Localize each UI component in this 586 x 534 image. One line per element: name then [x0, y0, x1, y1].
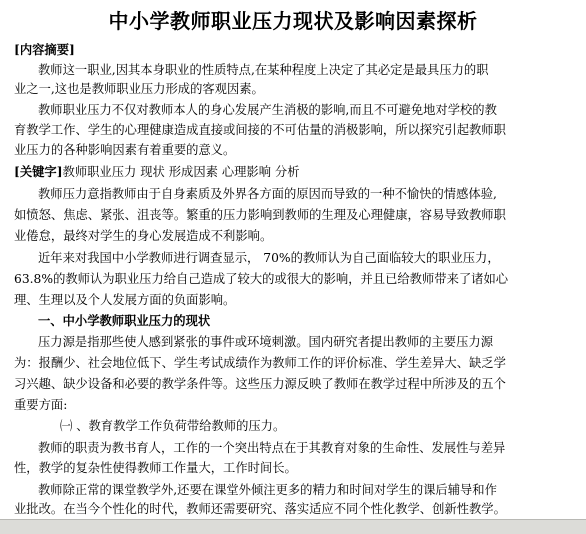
window-bottom-bar: [0, 519, 586, 534]
para4-line1: 教师的职责为教书育人，工作的一个突出特点在于其教育对象的生命性、发展性与差异: [38, 441, 506, 455]
para1-line1: 教师压力意指教师由于自身素质及外界各方面的原因而导致的一种不愉快的情感体验,: [38, 187, 497, 201]
para4-line2: 性，教学的复杂性使得教师工作量大，工作时间长。: [14, 461, 297, 475]
abstract-p2-line1: 教师职业压力不仅对教师本人的身心发展产生消极的影响,而且不可避免地对学校的教: [38, 103, 497, 117]
para3-line3: 习兴趣、缺少设备和必要的教学条件等。这些压力源反映了教师在教学过程中所涉及的五个: [14, 377, 506, 391]
para3-line1: 压力源是指那些使人感到紧张的事件或环境刺激。国内研究者提出教师的主要压力源: [38, 335, 493, 349]
document-title: 中小学教师职业压力现状及影响因素探析: [108, 9, 478, 33]
para1-line3: 业倦怠，最终对学生的身心发展造成不利影响。: [14, 229, 273, 243]
para2-line1: 近年来对我国中小学教师进行调查显示， 70%的教师认为自己面临较大的职业压力，: [38, 251, 500, 265]
para3-line4: 重要方面:: [14, 398, 68, 412]
abstract-p1-line2: 业之一,这也是教师职业压力形成的客观因素。: [14, 82, 264, 96]
para2-line2: 63.8%的教师认为职业压力给自己造成了较大的或很大的影响，并且已给教师带来了诸如心: [14, 272, 509, 286]
para5-line2: 业批改。在当今个性化的时代，教师还需要研究、落实适应不同个性化教学、创新性教学。: [14, 502, 506, 516]
abstract-p1-line1: 教师这一职业,因其本身职业的性质特点,在某种程度上决定了其必定是最具压力的职: [38, 63, 489, 77]
para1-line2: 如愤怒、焦虑、紧张、沮丧等。繁重的压力影响到教师的生理及心理健康，容易导致教师职: [14, 208, 506, 222]
para2-line3: 理、生理以及个人发展方面的负面影响。: [14, 293, 236, 307]
keywords-text: 教师职业压力 现状 形成因素 心理影响 分析: [62, 165, 300, 179]
para5-line1: 教师除正常的课堂教学外,还要在课堂外倾注更多的精力和时间对学生的课后辅导和作: [38, 483, 497, 497]
abstract-p2-line2: 育教学工作、学生的心理健康造成直接或间接的不可估量的消极影响，所以探究引起教师职: [14, 123, 506, 137]
para3-line2: 为：报酬少、社会地位低下、学生考试成绩作为教师工作的评价标准、学生差异大、缺乏学: [14, 356, 506, 370]
keywords-line: [14, 164, 580, 180]
subsection-heading: ㈠ 、教育教学工作负荷带给教师的压力。: [60, 419, 286, 433]
abstract-p2-line3: 业压力的各种影响因素有着重要的意义。: [14, 143, 236, 157]
keywords-label: [关键字]: [14, 164, 63, 179]
section-heading: 一、中小学教师职业压力的现状: [38, 313, 211, 328]
abstract-label: [内容摘要]: [14, 42, 75, 57]
